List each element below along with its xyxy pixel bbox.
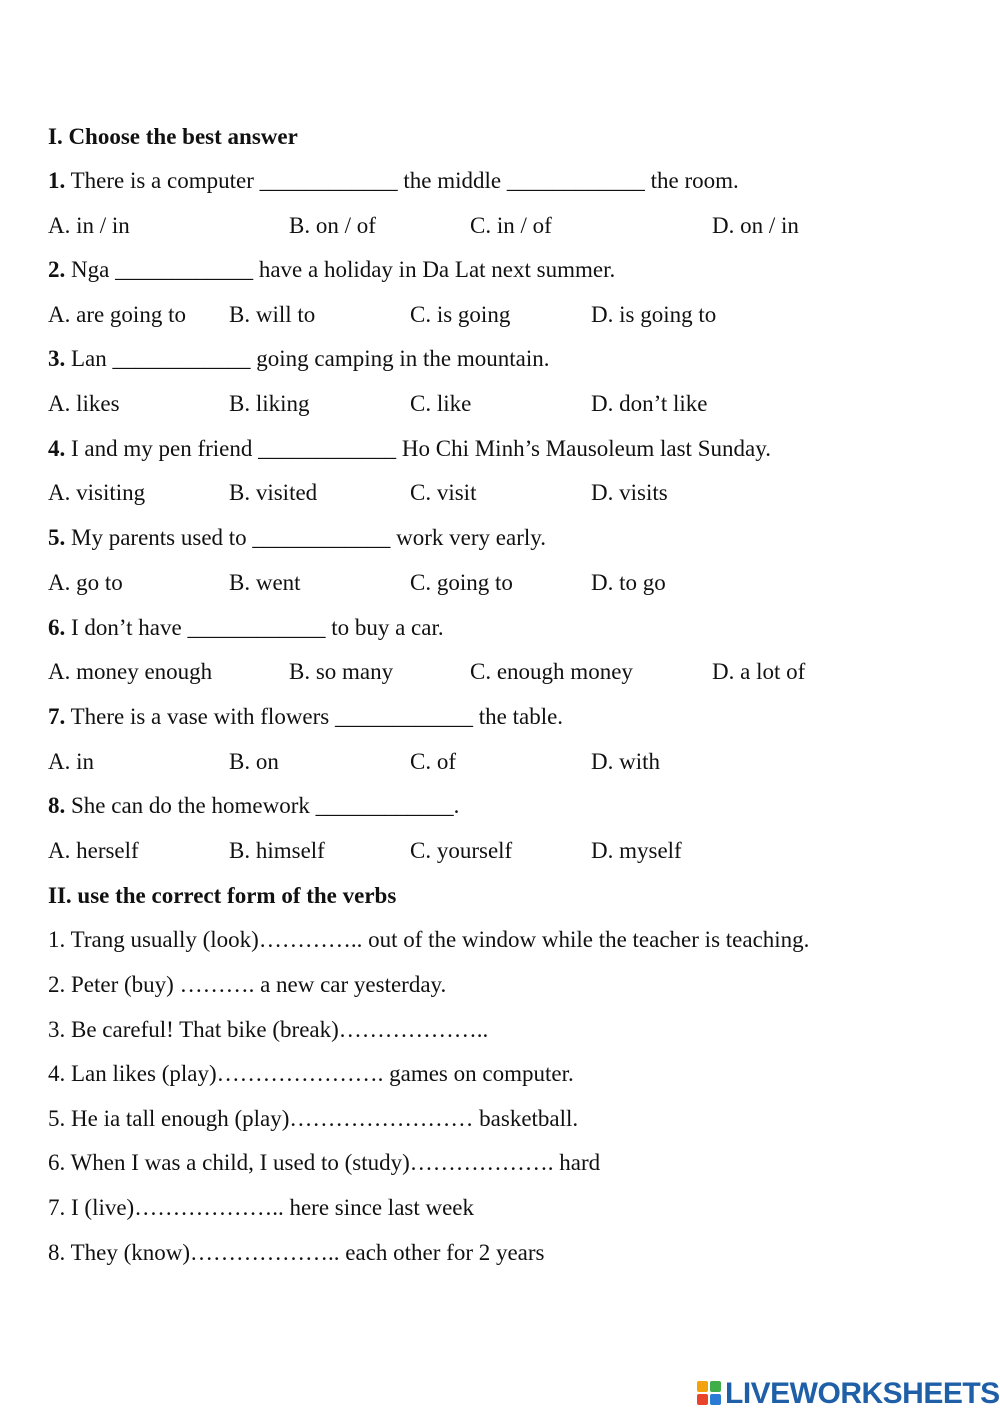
question-1-options (48, 212, 948, 240)
question-2-options (48, 301, 948, 329)
question-4-options (48, 479, 948, 507)
question-2 (48, 256, 615, 284)
verb-item-2: 2. Peter (buy) ………. a new car yesterday. (48, 972, 447, 997)
question-number: 8. (48, 793, 66, 818)
option-a: A. in (48, 749, 94, 774)
question-number: 2. (48, 257, 66, 282)
question-text: My parents used to ____________ work very early. (71, 525, 547, 550)
option-d: D. don’t like (591, 391, 708, 416)
section-1-heading: I. Choose the best answer (48, 124, 298, 149)
option-b: B. himself (229, 838, 325, 863)
liveworksheets-logo (697, 1378, 1000, 1410)
question-number: 7. (48, 704, 66, 729)
liveworksheets-logo-icon (697, 1381, 723, 1407)
option-b: B. went (229, 570, 301, 595)
question-text: Nga ____________ have a holiday in Da Lat next summer. (71, 257, 616, 282)
option-a: A. herself (48, 838, 139, 863)
question-text: There is a vase with flowers ____________ the table. (70, 704, 564, 729)
verb-item-4: 4. Lan likes (play)…………………. games on computer. (48, 1061, 574, 1086)
option-a: A. likes (48, 391, 120, 416)
question-4 (48, 435, 771, 463)
option-a: A. visiting (48, 480, 146, 505)
question-7 (48, 703, 563, 731)
liveworksheets-logo-text: LIVEWORKSHEETS (725, 1377, 1000, 1410)
verb-item-5: 5. He ia tall enough (play)…………………… basketball. (48, 1106, 579, 1131)
question-5 (48, 524, 546, 552)
option-a: A. money enough (48, 659, 213, 684)
question-number: 5. (48, 525, 66, 550)
option-c: C. yourself (410, 838, 513, 863)
verb-item-1: 1. Trang usually (look)………….. out of the window while the teacher is teaching. (48, 927, 810, 952)
question-6 (48, 614, 444, 642)
verb-item-8: 8. They (know)……………….. each other for 2 years (48, 1240, 545, 1265)
option-c: C. enough money (470, 659, 633, 684)
option-c: C. is going (410, 302, 511, 327)
option-c: C. in / of (470, 213, 552, 238)
option-d: D. on / in (712, 213, 799, 238)
verb-item-3: 3. Be careful! That bike (break)……………….. (48, 1017, 489, 1042)
question-text: Lan ____________ going camping in the mountain. (71, 346, 550, 371)
option-d: D. visits (591, 480, 668, 505)
question-8 (48, 792, 459, 820)
option-b: B. on / of (289, 213, 376, 238)
verb-item-7: 7. I (live)……………….. here since last week (48, 1195, 475, 1220)
option-d: D. is going to (591, 302, 717, 327)
option-a: A. are going to (48, 302, 186, 327)
question-text: I don’t have ____________ to buy a car. (71, 615, 444, 640)
question-number: 1. (48, 168, 66, 193)
question-text: I and my pen friend ____________ Ho Chi Minh’s Mausoleum last Sunday. (71, 436, 771, 461)
option-c: C. visit (410, 480, 477, 505)
question-6-options (48, 658, 948, 686)
option-b: B. liking (229, 391, 310, 416)
option-d: D. myself (591, 838, 682, 863)
option-c: C. going to (410, 570, 513, 595)
question-7-options (48, 748, 948, 776)
option-d: D. with (591, 749, 660, 774)
question-3 (48, 345, 549, 373)
option-d: D. a lot of (712, 659, 806, 684)
option-c: C. of (410, 749, 456, 774)
section-2-heading: II. use the correct form of the verbs (48, 883, 397, 908)
question-number: 3. (48, 346, 66, 371)
question-8-options (48, 837, 948, 865)
question-text: There is a computer ____________ the middle ____________ the room. (70, 168, 739, 193)
option-a: A. go to (48, 570, 123, 595)
question-3-options (48, 390, 948, 418)
question-1 (48, 167, 739, 195)
question-number: 4. (48, 436, 66, 461)
question-number: 6. (48, 615, 66, 640)
option-c: C. like (410, 391, 472, 416)
option-b: B. so many (289, 659, 394, 684)
question-text: She can do the homework ____________. (71, 793, 460, 818)
verb-item-6: 6. When I was a child, I used to (study)………………. hard (48, 1150, 601, 1175)
option-b: B. visited (229, 480, 318, 505)
option-d: D. to go (591, 570, 666, 595)
option-b: B. will to (229, 302, 316, 327)
option-b: B. on (229, 749, 279, 774)
option-a: A. in / in (48, 213, 130, 238)
question-5-options (48, 569, 948, 597)
